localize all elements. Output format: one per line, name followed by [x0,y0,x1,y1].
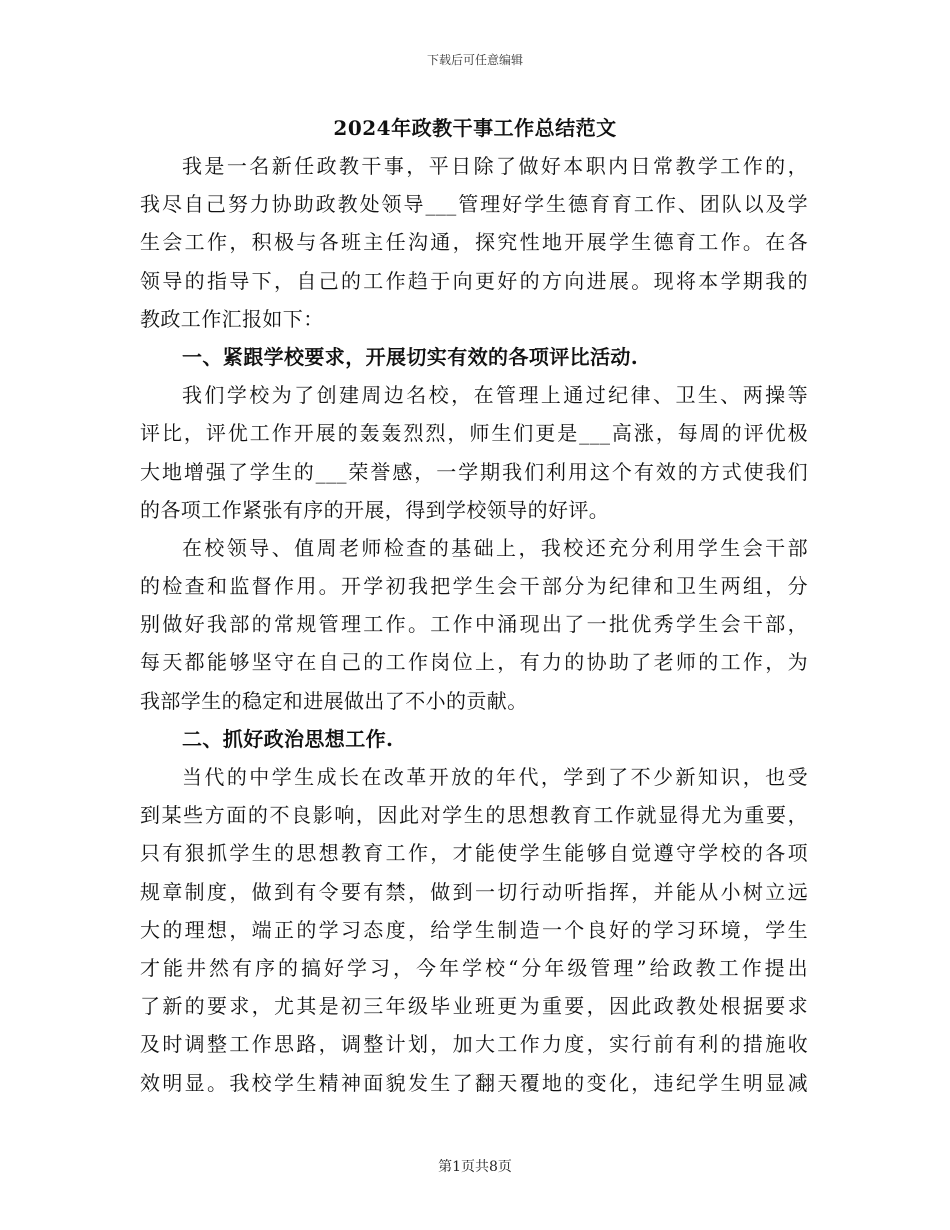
paragraph-line: 在校领导、值周老师检查的基础上，我校还充分利用学生会干部 [182,535,808,560]
paragraph-line: 评比，评优工作开展的轰轰烈烈，师生们更是___高涨，每周的评优极 [140,421,808,446]
document-body [140,147,808,1102]
paragraph-line: 每天都能够坚守在自己的工作岗位上，有力的协助了老师的工作，为 [140,650,808,675]
paragraph-line: 生会工作，积极与各班主任沟通，探究性地开展学生德育工作。在各 [140,230,808,255]
paragraph-line: 才能井然有序的搞好学习，今年学校“分年级管理”给政教工作提出 [140,955,808,980]
paragraph-line: 当代的中学生成长在改革开放的年代，学到了不少新知识，也受 [182,765,808,789]
paragraph-line: 及时调整工作思路，调整计划，加大工作力度，实行前有利的措施收 [140,1032,808,1057]
paragraph-line: 的检查和监督作用。开学初我把学生会干部分为纪律和卫生两组，分 [140,574,808,599]
paragraph-line: 我是一名新任政教干事，平日除了做好本职内日常教学工作的， [182,154,808,178]
paragraph-line: 只有狠抓学生的思想教育工作，才能使学生能够自觉遵守学校的各项 [140,841,808,866]
document-title: 2024年政教干事工作总结范文 [333,116,617,140]
paragraph-line: 了新的要求，尤其是初三年级毕业班更为重要，因此政教处根据要求 [140,994,808,1019]
paragraph-line: 到某些方面的不良影响，因此对学生的思想教育工作就显得尤为重要， [140,803,808,828]
section-heading: 一、紧跟学校要求，开展切实有效的各项评比活动. [182,344,639,369]
paragraph-line: 我们学校为了创建周边名校，在管理上通过纪律、卫生、两操等 [182,383,808,408]
paragraph-line: 教政工作汇报如下： [140,306,324,331]
paragraph-line: 别做好我部的常规管理工作。工作中涌现出了一批优秀学生会干部， [140,612,808,637]
paragraph-line: 我部学生的稳定和进展做出了不小的贡献。 [140,688,528,713]
paragraph-line: 的各项工作紧张有序的开展，得到学校领导的好评。 [140,497,610,522]
paragraph-line: 我尽自己努力协助政教处领导___管理好学生德育育工作、团队以及学 [140,192,808,217]
paragraph-line: 规章制度，做到有令要有禁，做到一切行动听指挥，并能从小树立远 [140,879,808,904]
page-header-note: 下载后可任意编辑 [426,53,523,67]
paragraph-line: 效明显。我校学生精神面貌发生了翻天覆地的变化，违纪学生明显减 [140,1070,808,1095]
section-heading: 二、抓好政治思想工作. [182,726,394,751]
page-footer-page-number: 第1页共8页 [438,1159,512,1175]
paragraph-line: 大的理想，端正的学习态度，给学生制造一个良好的学习环境，学生 [140,917,808,942]
paragraph-line: 大地增强了学生的___荣誉感，一学期我们利用这个有效的方式使我们 [140,459,808,484]
paragraph-line: 领导的指导下，自己的工作趋于向更好的方向进展。现将本学期我的 [140,268,808,293]
